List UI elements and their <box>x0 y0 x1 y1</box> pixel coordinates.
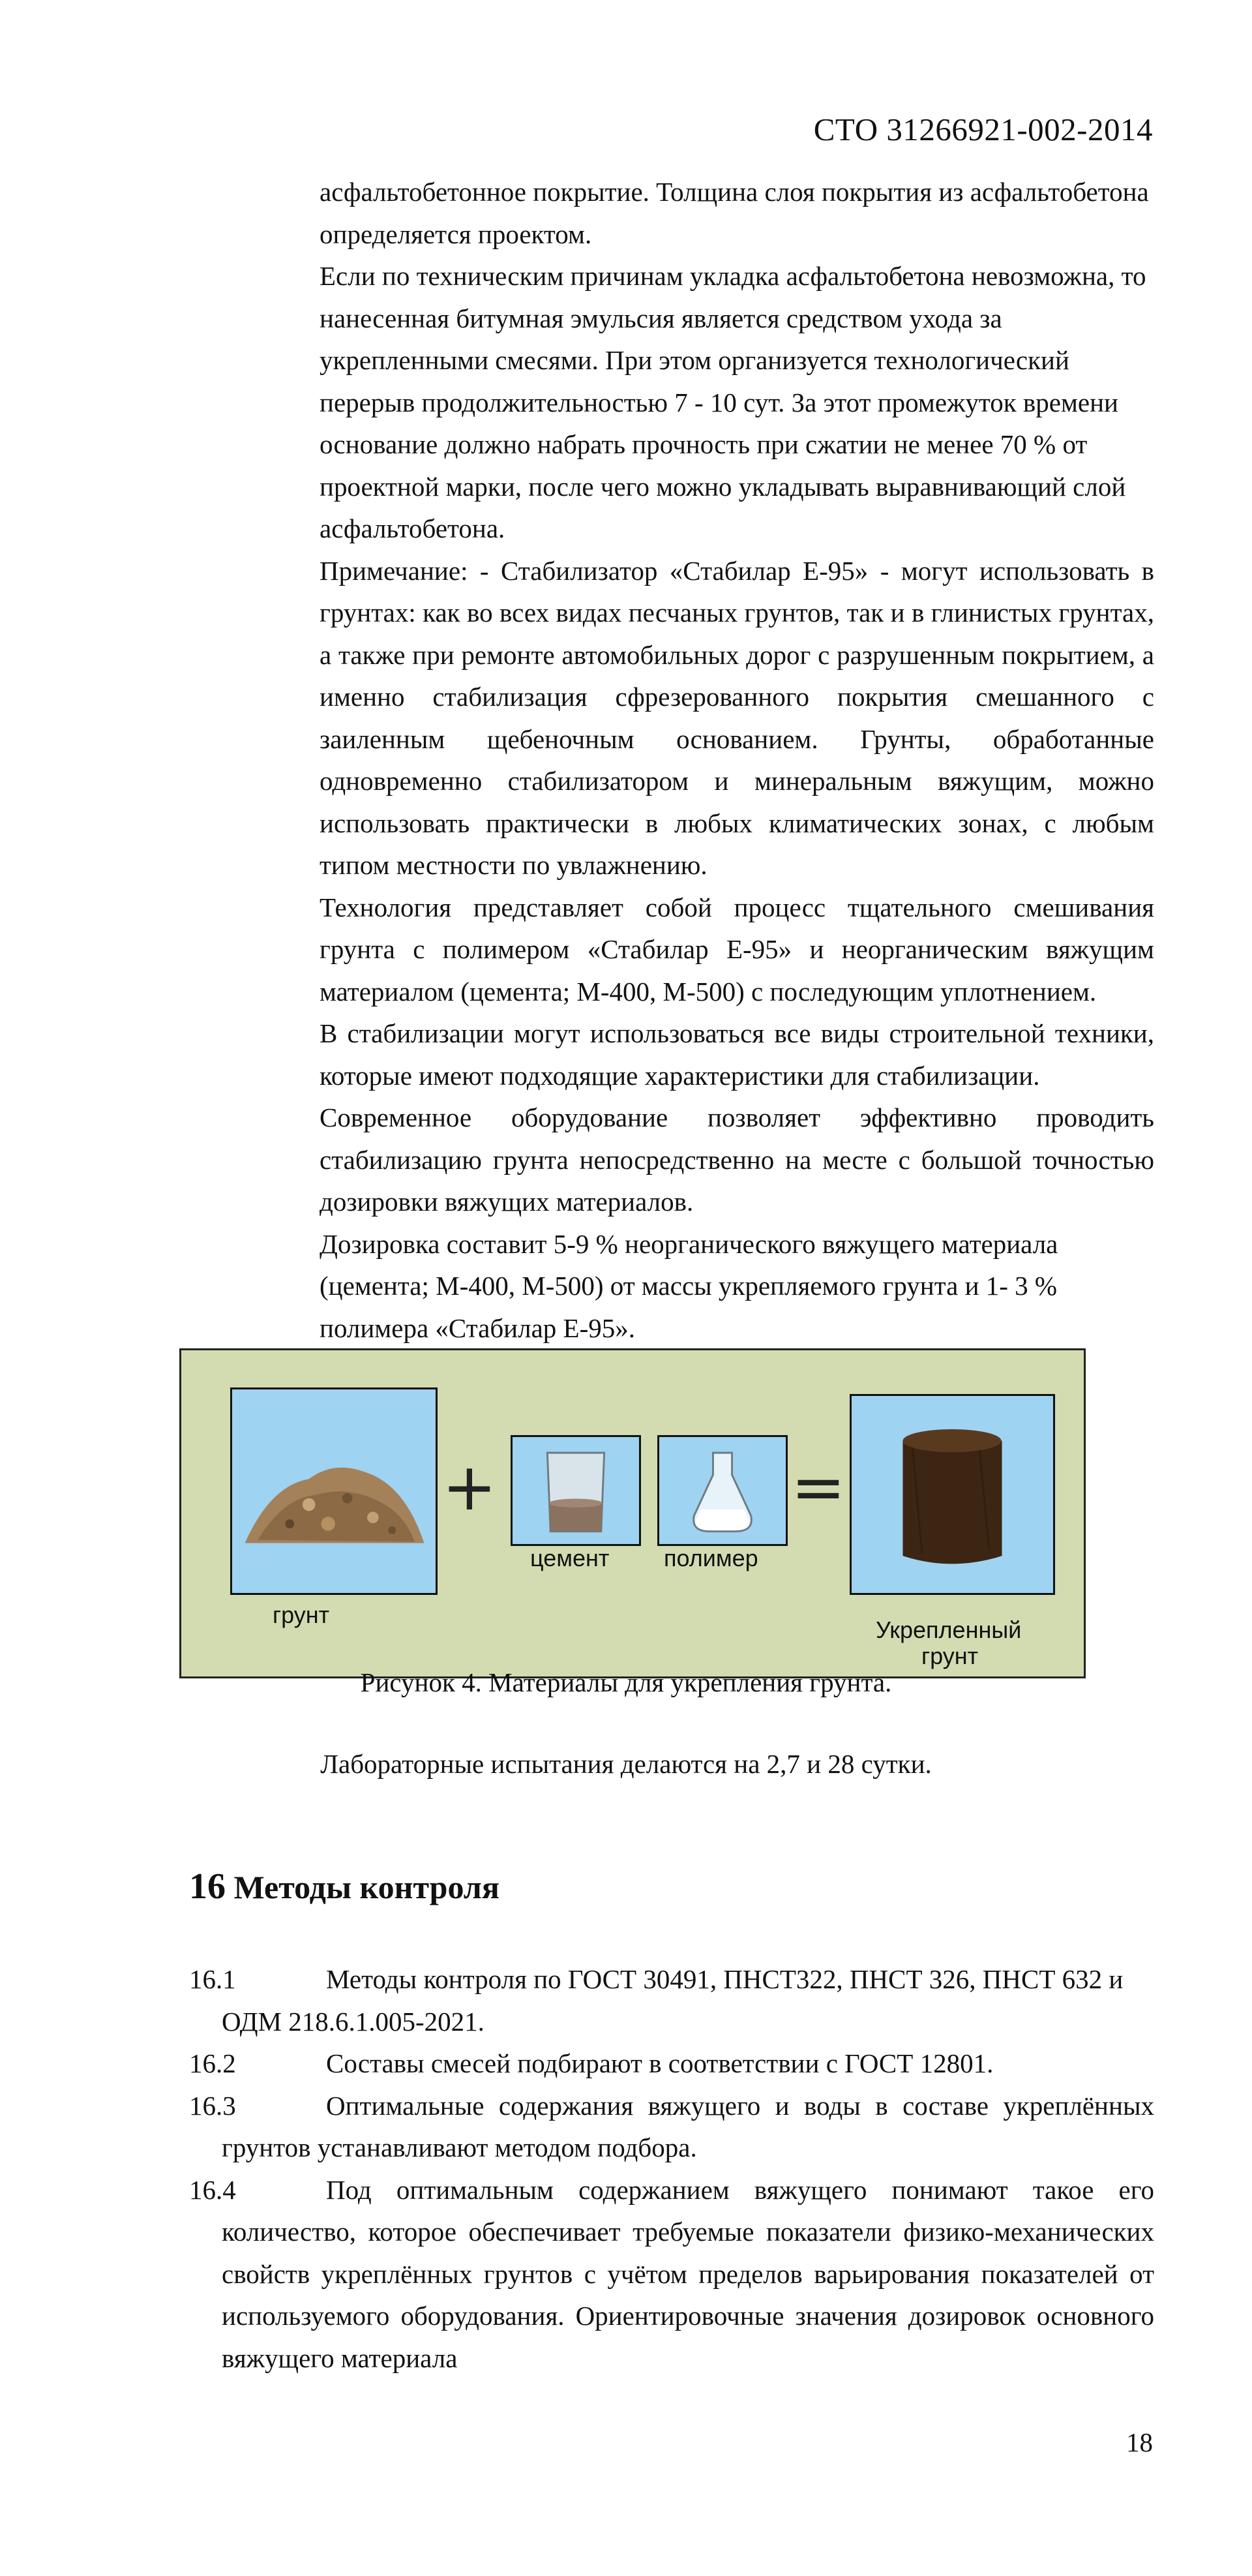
figure-caption: Рисунок 4. Материалы для укрепления грунта. <box>360 1667 892 1697</box>
list-item <box>189 2042 1154 2085</box>
paragraph-equipment-types: В стабилизации могут использоваться все виды строительной техники, которые имеют подходящие характеристики для стабилизации. <box>320 1018 1154 1091</box>
paragraph-note: Примечание: - Стабилизатор «Стабилар Е-95» - могут использовать в грунтах: как во всех видах песчаных грунтов, так и в глинистых грунтах, а также при ремонте автомобильных дорог с разрушенным покрытием, а именно стабилизация сфрезерованного покрытия смешанного с заиленным щебеночным основанием. Грунты, обработанные одновременно стабилизатором и минеральным вяжущим, можно использовать практически в любых климатических зонах, с любым типом местности по увлажнению. <box>320 555 1154 880</box>
item-number: 16.4 <box>189 2174 236 2205</box>
page-number: 18 <box>1126 2427 1153 2457</box>
paragraph-dosage: Дозировка составит 5-9 % неорганического вяжущего материала (цемента; М-400, М-500) от массы укрепляемого грунта и 1- 3 % полимера «Стабилар Е-95». <box>320 1228 1058 1343</box>
materials-figure <box>179 1348 1086 1678</box>
stabilized-soil-label-line2: грунт <box>921 1643 979 1669</box>
item-number: 16.2 <box>189 2048 236 2078</box>
item-number: 16.3 <box>189 2090 236 2121</box>
list-item <box>189 2169 1154 2380</box>
cement-image <box>511 1435 641 1546</box>
list-item <box>189 2085 1154 2169</box>
lab-test-note: Лабораторные испытания делаются на 2,7 и 28 сутки. <box>320 1749 932 1779</box>
stabilized-soil-image <box>850 1394 1055 1595</box>
paragraph-technology: Технология представляет собой процесс тщательного смешивания грунта с полимером «Стабилар Е-95» и неорганическим вяжущим материалом (цемента; М-400, М-500) с последующим уплотнением. <box>320 892 1154 1007</box>
plus-sign: + <box>442 1449 497 1525</box>
polymer-label: полимер <box>664 1545 758 1571</box>
equals-sign: = <box>791 1449 846 1525</box>
section-heading <box>189 1866 499 1907</box>
paragraph-2: Если по техническим причинам укладка асфальтобетона невозможна, то нанесенная битумная эмульсия является средством ухода за укрепленными смесями. При этом организуется технологический перерыв продолжительностью 7 - 10 сут. За этот промежуток времени основание должно набрать прочность при сжатии не менее 70 % от проектной марки, после чего можно укладывать выравнивающий слой асфальтобетона. <box>320 261 1146 543</box>
item-text: Методы контроля по ГОСТ 30491, ПНСТ322, ПНСТ 326, ПНСТ 632 и ОДМ 218.6.1.005-2021. <box>222 1964 1124 2037</box>
soil-label: грунт <box>273 1601 330 1628</box>
list-item <box>189 1958 1154 2042</box>
body-text <box>320 171 1154 1349</box>
paragraph-modern-equipment: Современное оборудование позволяет эффективно проводить стабилизацию грунта непосредственно на месте с большой точностью дозировки вяжущих материалов. <box>320 1102 1154 1217</box>
section-items <box>189 1958 1154 2379</box>
item-text: Оптимальные содержания вяжущего и воды в составе укреплённых грунтов устанавливают методом подбора. <box>222 2090 1154 2162</box>
section-number: 16 <box>189 1866 226 1907</box>
cement-label: цемент <box>530 1545 610 1571</box>
section-title-text: Методы контроля <box>233 1869 499 1905</box>
item-number: 16.1 <box>189 1964 236 1994</box>
item-text: Под оптимальным содержанием вяжущего понимают такое его количество, которое обеспечивает требуемые показатели физико-механических свойств укреплённых грунтов с учётом пределов варьирования показателей от используемого оборудования. Ориентировочные значения дозировок основного вяжущего материала <box>222 2174 1154 2373</box>
polymer-image <box>657 1435 788 1546</box>
soil-image <box>230 1387 438 1595</box>
paragraph-1: асфальтобетонное покрытие. Толщина слоя покрытия из асфальтобетона определяется проектом. <box>320 177 1149 249</box>
document-code-header: СТО 31266921-002-2014 <box>813 112 1153 147</box>
stabilized-soil-label-line1: Укрепленный <box>876 1616 1022 1643</box>
item-text: Составы смесей подбирают в соответствии с ГОСТ 12801. <box>326 2048 994 2078</box>
